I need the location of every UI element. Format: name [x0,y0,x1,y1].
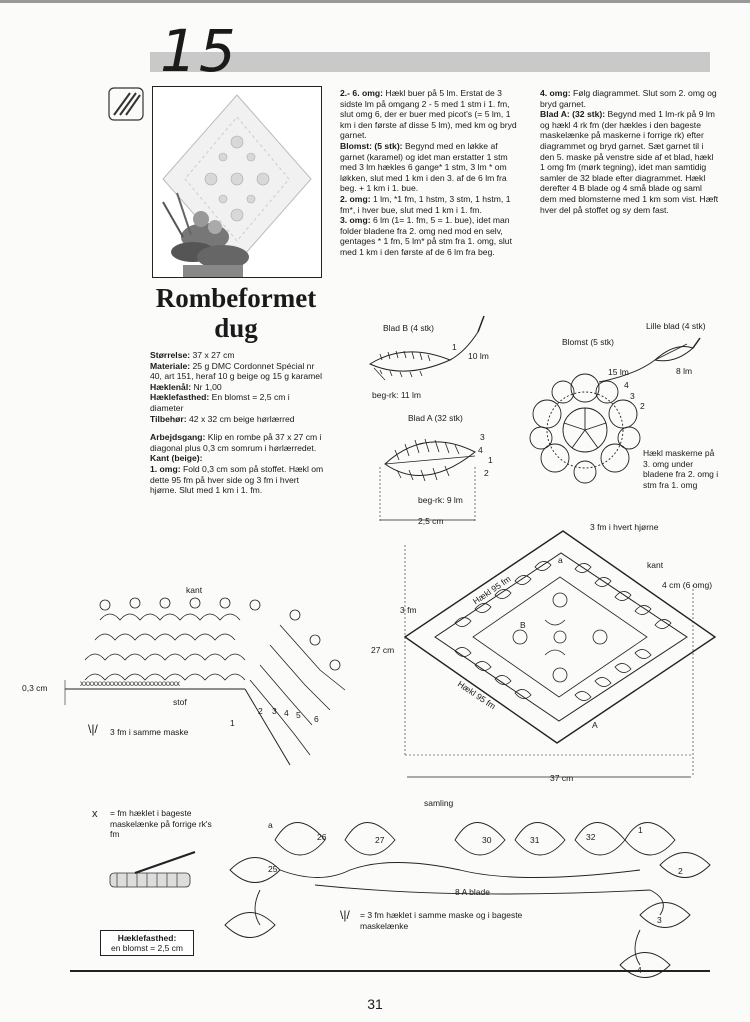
rhombus-width: 37 cm [550,773,574,783]
rhombus-side1: Hækl 95 fm [470,573,513,607]
hook-label: Hæklenål: [150,381,192,392]
crochet-hooks-icon [108,87,144,121]
flower-r2-value: 1 lm, *1 fm, 1 hstm, 3 stm, 1 hstm, 1 fm*, i hver bue, slut med 1 km i 1. fm. [340,193,511,215]
gauge-value: En blomst = 2,5 cm i diameter [150,392,290,413]
leaf-3-label: 3 [657,915,662,925]
size-label: Størrelse: [150,350,191,360]
leafA-label: Blad A: (32 stk): [540,109,606,120]
title-line-1: Rombeformet [155,283,317,313]
leaf-25-label: 25 [268,864,278,874]
accessory-label: Tilbehør: [150,413,187,424]
pattern-title [146,283,326,343]
leaf-30-label: 30 [482,835,492,845]
leaf-31-label: 31 [530,835,540,845]
leafB-row1: 1 [452,342,457,352]
flower-r3-label: 3. omg: [340,215,371,226]
small-leaf-chain: 8 lm [676,366,693,376]
materials-section [150,350,325,496]
border-kant: kant [186,585,203,595]
legend-3fm: = 3 fm hæklet i samme maske og i bageste maskelænke [360,910,523,931]
flower-r3-value: 6 lm (1= 1. fm, 5 = 1. bue), idet man folder bladene fra 2. omg ned mod en selv, gentages * 1 fm, 5 lm* på stm fra 1. omg, slut med 1 km i den første af de 6 lm fra beg. [340,215,512,257]
joining-count: 8 A blade [455,887,490,897]
flower-r2-label: 2. omg: [340,193,371,204]
r4-label: 4. omg: [540,88,571,98]
leafA-r2: 2 [484,468,489,478]
leaf-2-label: 2 [678,866,683,876]
footer-line [70,970,710,972]
procedure-label: Arbejdsgang: [150,432,206,443]
border-n6: 6 [314,714,319,724]
rhombus-corner: 3 fm i hvert hjørne [590,522,659,532]
leafB-chain: 10 lm [468,351,489,361]
border-n1: 1 [230,718,235,728]
border-n4: 4 [284,708,289,718]
rhombus-edge-width: 4 cm (6 omg) [662,580,713,590]
leaf-1-label: 1 [638,825,643,835]
gauge-box-value: en blomst = 2,5 cm [110,943,184,953]
title-line-2: dug [214,313,258,343]
rhombus-side2: Hækl 95 fm [455,678,498,712]
flower-label: Blomst: (5 stk): [340,140,403,151]
leafA-start: beg-rk: 9 lm [418,495,463,505]
leafB-title: Blad B (4 stk) [383,323,435,333]
gauge-label: Hæklefasthed: [150,392,210,403]
leafA-width: 2,5 cm [418,516,444,526]
rhombus-height: 27 cm [371,645,395,655]
rhombus-b: B [520,620,526,630]
material-value: 25 g DMC Cordonnet Spécial nr 40, art 151, heraf 10 g beige og 15 g karamel [150,360,322,382]
rhombus-A: A [592,720,598,730]
instructions-middle [340,88,520,258]
three-fm-symbol-icon-2: \|/ [340,908,350,922]
leafA-r4: 4 [478,445,483,455]
hook-value: Nr 1,00 [191,381,222,392]
stitch-illustration [105,848,200,893]
border-seam: 0,3 cm [22,683,48,693]
rounds-value: Hækl buer på 5 lm. Erstat de 3 sidste lm på omgang 2 - 5 med 1 stm i 1. fm, slut omg 6, der er buer med picot's (= 5 lm, 1 km i den første af disse 5 lm), med km og bryd garnet. [340,88,517,141]
round1-label: 1. omg: [150,463,181,474]
leaf-26-label: 26 [317,832,327,842]
leafA-r1: 1 [488,455,493,465]
flower-chain: 15 lm [608,367,629,377]
size-value: 37 x 27 cm [190,350,235,360]
page-number: 31 [367,996,383,1012]
three-fm-symbol-icon: \|/ [88,722,98,736]
border-diagram [60,585,360,775]
border-stof: stof [173,697,187,707]
accessory-value: 42 x 32 cm beige hørlærred [186,413,295,424]
joining-title: samling [424,798,454,808]
edge-label: Kant (beige): [150,453,203,464]
rhombus-a: a [558,555,563,565]
leaf-32-label: 32 [586,832,596,842]
flower-r4: 4 [624,380,629,390]
material-label: Materiale: [150,360,191,371]
top-border-line [0,0,750,3]
joining-a: a [268,820,273,830]
flower-r2: 2 [640,401,645,411]
border-legend: 3 fm i samme maske [110,727,189,737]
rhombus-kant: kant [647,560,664,570]
leafB-start: beg-rk: 11 lm [372,390,421,400]
flower-r3: 3 [630,391,635,401]
instructions-right [540,88,720,215]
rhombus-3fm: 3 fm [400,605,417,615]
flower-note: Hækl maskerne på 3. omg under bladene fra 2. omg i stm fra 1. omg [643,448,719,490]
flower-value: Begynd med en løkke af garnet (karamel) og idet man erstatter 1 stm med 3 lm hækles 6 gange* 1 stm, 3 lm * om løkken, slut med 1 km i den 3. af de 6 lm fra beg. + 1 km i 1. bue. [340,140,508,194]
product-photo [152,86,322,278]
small-leaf-title: Lille blad (4 stk) [646,321,706,331]
pattern-number: 15 [160,17,238,85]
svg-text:xxxxxxxxxxxxxxxxxxxxxxxxx: xxxxxxxxxxxxxxxxxxxxxxxxx [80,679,180,688]
procedure-value: Klip en rombe på 37 x 27 cm i diagonal plus 0,3 cm somrum i hørlærredet. [150,432,322,453]
leafA-value: Begynd med 1 lm-rk på 9 lm og hækl 4 rk fm (der hækles i den bageste maskelænke på maskerne i forrige rk) efter diagrammet og bryd garnet. Sæt garnet til i den 5. maske på venstre side af et blad, hækl 1 omg fm (mørk tegning), idet man samtidig samler de 32 blade efter diagrammet. Hækl derefter 4 B blade og 4 små blade og saml dem med blomsterne med 1 km som vist. Hæft hver del på stoffet og sy dem fast. [540,109,719,215]
gauge-box [100,930,194,956]
leafA-title: Blad A (32 stk) [408,413,463,423]
gauge-box-title: Hæklefasthed: [117,933,177,943]
border-n2: 2 [258,706,263,716]
round1-value: Fold 0,3 cm som på stoffet. Hækl om dette 95 fm på hver side og 3 fm i hvert hjørne. Slut med 1 km i 1. fm. [150,463,324,496]
flower-title: Blomst (5 stk) [562,337,614,347]
rounds-label: 2.- 6. omg: [340,88,383,98]
border-n5: 5 [296,710,301,720]
leaf-27-label: 27 [375,835,385,845]
legend-stitch: = fm hæklet i bageste maskelænke på forrige rk's fm [110,808,212,840]
leafA-r3: 3 [480,432,485,442]
r4-value: Følg diagrammet. Slut som 2. omg og bryd garnet. [540,88,717,109]
border-n3: 3 [272,706,277,716]
fm-back-loop-symbol-icon: x [92,808,98,820]
